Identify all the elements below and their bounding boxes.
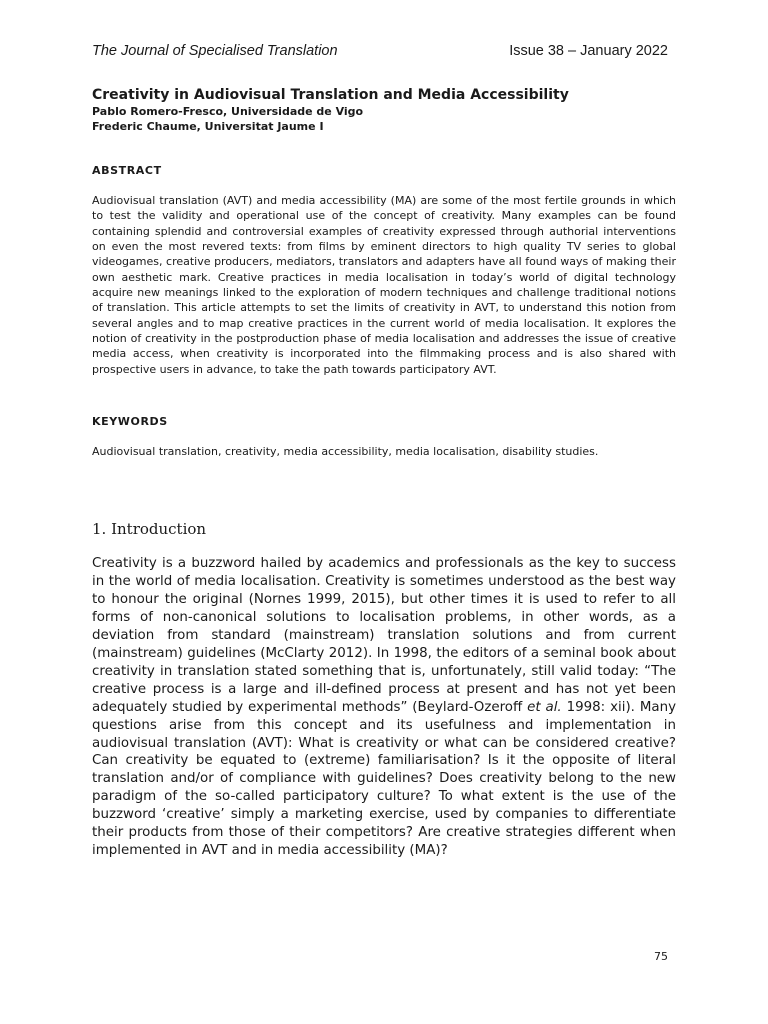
author-list [92,104,676,134]
running-header [92,43,676,63]
abstract-heading: ABSTRACT [92,164,162,177]
document-page [92,0,676,1024]
abstract-body: Audiovisual translation (AVT) and media accessibility (MA) are some of the most fertile grounds in which to test the validity and operational use of the concept of creativity. Many examples can be found containing splendid and controversial examples of creativity expressed through authorial interventions on even the most revered texts: from films by eminent directors to high quality TV series to global videogames, creative producers, mediators, translators and adapters have all found ways of making their own aesthetic mark. Creative practices in media localisation in today’s world of digital technology acquire new meanings linked to the exploration of modern techniques and challenge traditional notions of translation. This article attempts to set the limits of creativity in AVT, to understand this notion from several angles and to map creative practices in the current world of media localisation. It explores the notion of creativity in the postproduction phase of media localisation and addresses the issue of creative media access, when creativity is incorporated into the filmmaking process and is also shared with prospective users in advance, to take the path towards participatory AVT. [92,194,676,376]
author-line: Pablo Romero-Fresco, Universidade de Vigo [92,105,364,118]
introduction-text-part: 1998: xii). Many questions arise from this concept and its usefulness and implementation in audiovisual translation (AVT): What is creativity or what can be considered creative? Can creativity be equated to (extreme) familiarisation? Is it the opposite of literal translation and/or of compliance with guidelines? Does creativity belong to the new paradigm of the so-called participatory culture? To what extent is the use of the buzzword ‘creative’ simply a marketing exercise, used by companies to differentiate their products from those of their competitors? Are creative strategies different when implemented in AVT and in media accessibility (MA)? [92,699,676,859]
introduction-heading: 1. Introduction [92,520,207,538]
article-title: Creativity in Audiovisual Translation and Media Accessibility [92,87,569,103]
issue-info: Issue 38 – January 2022 [509,43,668,59]
introduction-text-part: Creativity is a buzzword hailed by academics and professionals as the key to success in the world of media localisation. Creativity is sometimes understood as the best way to honour the original (Nornes 1999, 2015), but other times it is used to refer to all forms of non-canonical solutions to localisation problems, in other words, as a deviation from standard (mainstream) translation solutions and from current (mainstream) guidelines (McClarty 2012). In 1998, the editors of a seminal book about creativity in translation stated something that is, unfortunately, still valid today: “The creative process is a large and ill-defined process at present and has not yet been adequately studied by experimental methods” (Beylard-Ozeroff [92,556,676,715]
page-number: 75 [654,950,668,963]
keywords-heading: KEYWORDS [92,415,168,428]
journal-name: The Journal of Specialised Translation [92,43,338,59]
introduction-body [92,555,676,860]
keywords-body: Audiovisual translation, creativity, media accessibility, media localisation, disability studies. [92,445,599,458]
introduction-italic: et al. [527,699,562,715]
author-line: Frederic Chaume, Universitat Jaume I [92,120,324,133]
